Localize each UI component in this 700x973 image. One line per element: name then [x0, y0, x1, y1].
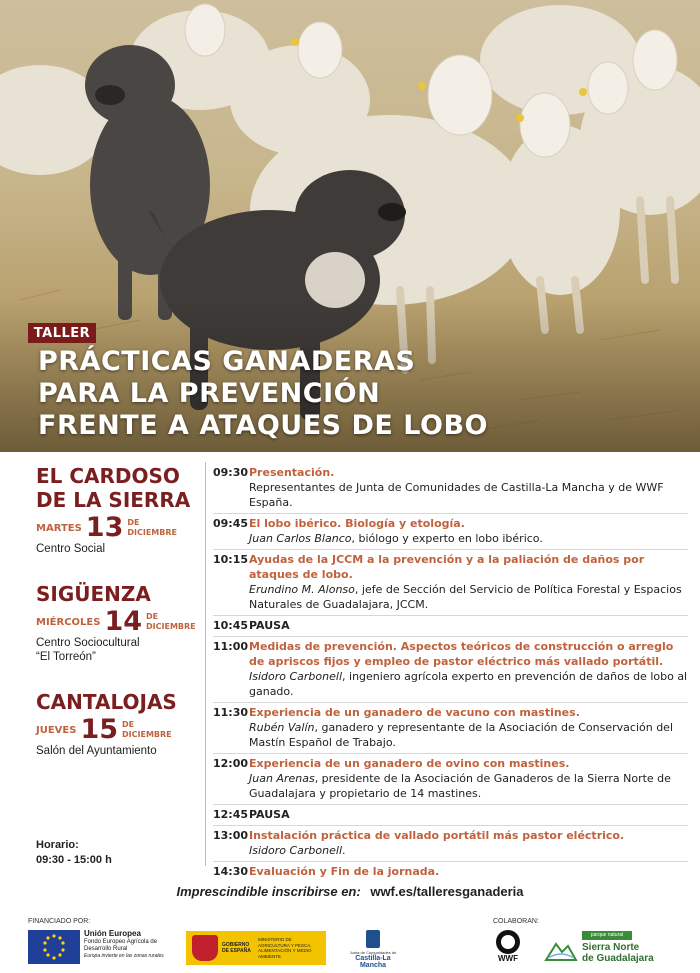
- agenda-time: 14:30: [213, 865, 249, 878]
- clm-sub: Junta de Comunidades de: [349, 950, 397, 955]
- hero-photo: [0, 0, 700, 452]
- speaker-role: , ganadero y representante de la Asociación de Conservación del Mastín Español de Trabajo.: [249, 721, 674, 749]
- hours-label: Horario:: [36, 839, 79, 851]
- agenda-time: 09:30: [213, 466, 249, 479]
- agenda-time: 11:00: [213, 640, 249, 653]
- agenda: [213, 463, 688, 882]
- agenda-row: [213, 826, 688, 862]
- agenda-detail: Representantes de Junta de Comunidades de Castilla-La Mancha y de WWF España.: [249, 481, 664, 509]
- agenda-content: [249, 639, 688, 699]
- agenda-content: [249, 756, 688, 801]
- speaker-name: Isidoro Carbonell: [249, 670, 343, 683]
- castle-icon: [366, 930, 380, 948]
- venue-cardoso: [36, 464, 206, 556]
- agenda-content: [249, 828, 688, 858]
- agenda-pause: PAUSA: [249, 808, 290, 821]
- mountain-icon: [544, 938, 578, 962]
- column-divider: [205, 462, 206, 866]
- speaker-name: Rubén Valín: [249, 721, 315, 734]
- venue-date: [36, 514, 206, 542]
- event-title-line: PARA LA PREVENCIÓN: [38, 378, 381, 409]
- hours-value: 09:30 - 15:00 h: [36, 854, 112, 866]
- spain-shield-icon: [192, 935, 218, 961]
- eu-motto: Europa invierte en las zonas rurales: [84, 953, 164, 959]
- agenda-content: [249, 705, 688, 750]
- speaker-role: , jefe de Sección del Servicio de Política Forestal y Espacios Naturales de Guadalajara, JCCM.: [249, 583, 682, 611]
- agenda-row: [213, 862, 688, 882]
- agenda-topic: Experiencia de un ganadero de ovino con mastines.: [249, 757, 570, 770]
- agenda-content: [249, 516, 688, 546]
- signup-label: Imprescindible inscribirse en:: [176, 884, 361, 899]
- agenda-row: [213, 463, 688, 514]
- eu-flag-icon: [28, 930, 80, 964]
- agenda-time: 09:45: [213, 517, 249, 530]
- weekday: MIÉRCOLES: [36, 616, 101, 628]
- agenda-content: [249, 465, 688, 510]
- schedule-hours: [36, 838, 112, 868]
- speaker-role: , presidente de la Asociación de Ganaderos de la Sierra Norte de Guadalajara y propietario de 14 mastines.: [249, 772, 671, 800]
- month: DE DICIEMBRE: [122, 720, 172, 739]
- venue-place: “El Torreón”: [36, 651, 96, 663]
- eu-title: Unión Europea: [84, 929, 141, 938]
- gobierno-label: GOBIERNO DE ESPAÑA: [222, 942, 251, 954]
- agenda-row-pause: [213, 616, 688, 637]
- day-number: 13: [85, 512, 124, 543]
- day-number: 15: [80, 714, 119, 745]
- speaker-name: Juan Arenas: [249, 772, 315, 785]
- signup-link[interactable]: wwf.es/talleresganaderia: [370, 884, 524, 899]
- agenda-row: [213, 514, 688, 550]
- agenda-topic: Experiencia de un ganadero de vacuno con mastines.: [249, 706, 580, 719]
- agenda-pause: PAUSA: [249, 619, 290, 632]
- speaker-name: Juan Carlos Blanco: [249, 532, 352, 545]
- agenda-content: [249, 552, 688, 612]
- agenda-row: [213, 703, 688, 754]
- eu-fund: Fondo Europeo Agrícola de Desarrollo Rural: [84, 939, 158, 952]
- speaker-name: Erundino M. Alonso: [249, 583, 355, 596]
- agenda-time: 12:45: [213, 808, 249, 821]
- agenda-detail: [249, 720, 688, 750]
- agenda-detail: [249, 843, 688, 858]
- funded-by-label: FINANCIADO POR:: [28, 918, 91, 925]
- event-title-line: PRÁCTICAS GANADERAS: [38, 346, 416, 377]
- weekday: MARTES: [36, 522, 82, 534]
- venue-place: Centro Social: [36, 543, 106, 555]
- collaborate-label: COLABORAN:: [493, 918, 539, 925]
- wwf-logo: [495, 930, 521, 963]
- venue-date: [36, 608, 206, 636]
- agenda-topic: Evaluación y Fin de la jornada.: [249, 865, 440, 878]
- speaker-name: Isidoro Carbonell: [249, 844, 343, 857]
- agenda-detail: [249, 669, 688, 699]
- snp-line: de Guadalajara: [582, 953, 654, 964]
- venue-list: [36, 464, 206, 784]
- speaker-role: .: [342, 844, 346, 857]
- agenda-detail: [249, 582, 688, 612]
- sierra-norte-logo-text: [582, 942, 654, 964]
- eu-logo-text: [84, 929, 184, 960]
- castilla-la-mancha-logo: [343, 930, 403, 969]
- venue-name: CANTALOJAS: [36, 690, 177, 714]
- month: DE DICIEMBRE: [127, 518, 177, 537]
- agenda-time: 13:00: [213, 829, 249, 842]
- agenda-topic: Presentación.: [249, 466, 335, 479]
- agenda-row: [213, 550, 688, 616]
- event-title: [38, 346, 678, 442]
- parque-natural-badge: parque natural: [582, 931, 632, 940]
- speaker-role: , ingeniero agrícola experto en prevención de daños de lobo al ganado.: [249, 670, 688, 698]
- venue-name: EL CARDOSO: [36, 464, 180, 488]
- venue-place: Centro Sociocultural: [36, 637, 140, 649]
- agenda-row: [213, 637, 688, 703]
- speaker-role: , biólogo y experto en lobo ibérico.: [351, 532, 543, 545]
- venue-cantalojas: [36, 690, 206, 758]
- agenda-time: 12:00: [213, 757, 249, 770]
- agenda-time: 11:30: [213, 706, 249, 719]
- agenda-topic: Instalación práctica de vallado portátil más pastor eléctrico.: [249, 829, 625, 842]
- wwf-label: WWF: [498, 954, 518, 963]
- agenda-topic: Ayudas de la JCCM a la prevención y a la paliación de daños por ataques de lobo.: [249, 553, 645, 581]
- agenda-detail: [249, 531, 688, 546]
- clm-name: Castilla-La Mancha: [355, 955, 391, 969]
- venue-siguenza: [36, 582, 206, 664]
- venue-date: [36, 716, 206, 744]
- gobierno-espana-logo: [186, 931, 326, 965]
- agenda-content: [249, 864, 688, 879]
- weekday: JUEVES: [36, 724, 77, 736]
- agenda-time: 10:45: [213, 619, 249, 632]
- agenda-time: 10:15: [213, 553, 249, 566]
- day-number: 14: [104, 606, 143, 637]
- taller-tag: TALLER: [28, 323, 96, 343]
- venue-name: SIGÜENZA: [36, 582, 151, 606]
- ministerio-label: MINISTERIO DE AGRICULTURA Y PESCA, ALIMENTACIÓN Y MEDIO AMBIENTE: [258, 937, 312, 959]
- panda-icon: [496, 930, 520, 954]
- agenda-row-pause: [213, 805, 688, 826]
- agenda-row: [213, 754, 688, 805]
- agenda-topic: El lobo ibérico. Biología y etología.: [249, 517, 465, 530]
- month: DE DICIEMBRE: [146, 612, 196, 631]
- event-title-line: FRENTE A ATAQUES DE LOBO: [38, 410, 488, 441]
- snp-line: Sierra Norte: [582, 942, 640, 953]
- venue-place: Salón del Ayuntamiento: [36, 745, 157, 757]
- agenda-detail: [249, 771, 688, 801]
- agenda-topic: Medidas de prevención. Aspectos teóricos de construcción o arreglo de apriscos fijos y empleo de pastor eléctrico más vallado portátil.: [249, 640, 674, 668]
- signup-notice: [0, 884, 700, 899]
- venue-name: DE LA SIERRA: [36, 488, 191, 512]
